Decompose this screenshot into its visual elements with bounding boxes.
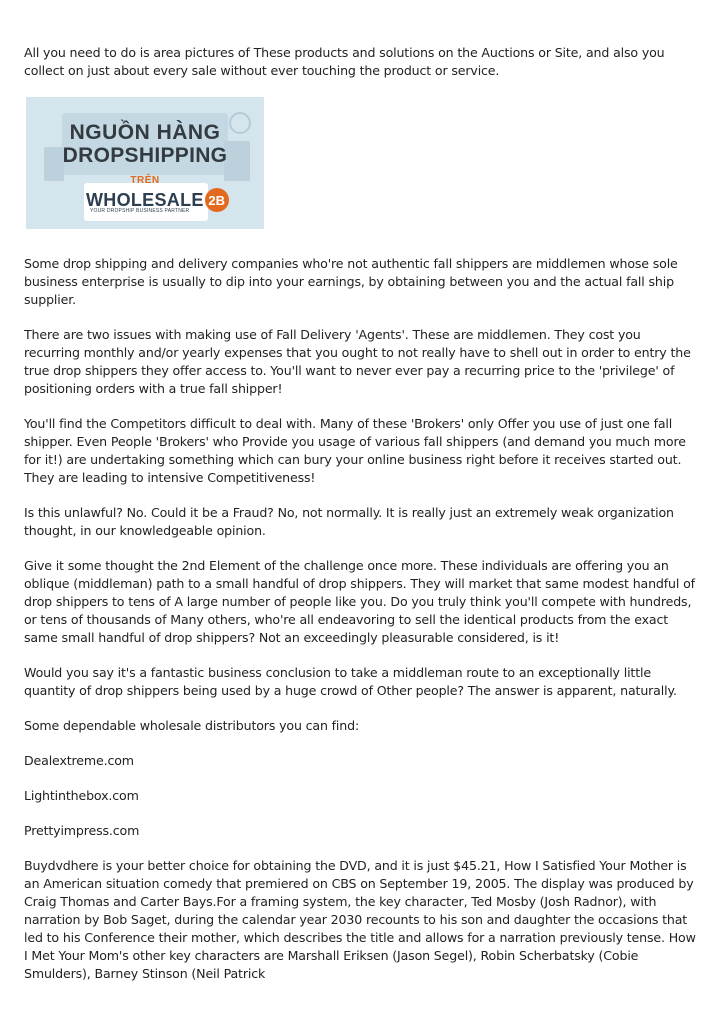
body-paragraph: Some drop shipping and delivery companies who're not authentic fall shippers are middlemen whose sole business enterprise is usually to dip into your earnings, by obtaining between you and the actual fall ship supplier. [24, 256, 678, 307]
distributor-item: Dealextreme.com [24, 753, 134, 768]
logo-badge: 2B [205, 188, 229, 212]
body-paragraph: Would you say it's a fantastic business conclusion to take a middleman route to an exceptionally little quantity of drop shippers being used by a huge crowd of Other people? The answer is apparent, naturally. [24, 665, 677, 698]
distributor-item: Lightinthebox.com [24, 788, 139, 803]
banner-title-line3: TRÊN [130, 175, 160, 186]
distributor-item: Prettyimpress.com [24, 823, 140, 838]
banner-title-line2: DROPSHIPPING [62, 144, 228, 167]
body-paragraph: There are two issues with making use of Fall Delivery 'Agents'. These are middlemen. They cost you recurring monthly and/or yearly expenses that you ought to not really have to shell out in order to entry the true drop shippers they offer access to. You'll want to never ever pay a recurring price to the 'privilege' of positioning orders with a true fall shipper! [24, 327, 691, 396]
body-paragraph: Give it some thought the 2nd Element of the challenge once more. These individuals are offering you an oblique (middleman) path to a small handful of drop shippers. They will market that same modest handful of drop shippers to tens of A large number of people like you. Do you truly think you'll compete with hundreds, or tens of thousands of Many others, who're all endeavoring to sell the identical products from the exact same small handful of drop shippers? Not an exceedingly pleasurable considered, is it! [24, 558, 695, 645]
body-paragraph: Is this unlawful? No. Could it be a Fraud? No, not normally. It is really just an extremely weak organization thought, in our knowledgeable opinion. [24, 505, 674, 538]
logo-text: WHOLESALE [86, 189, 204, 210]
logo-tagline: YOUR DROPSHIP BUSINESS PARTNER [90, 208, 190, 214]
body-paragraph: You'll find the Competitors difficult to deal with. Many of these 'Brokers' only Offer you use of just one fall shipper. Even People 'Brokers' who Provide you usage of various fall shippers (and demand you much more for it!) are undertaking something which can bury your online business right before it receives started out. They are leading to intensive Competitiveness! [24, 416, 686, 485]
banner-title-line1: NGUỒN HÀNG [69, 121, 221, 144]
dropshipping-banner-image [26, 97, 264, 229]
body-paragraph: Some dependable wholesale distributors you can find: [24, 718, 360, 733]
body-paragraph: Buydvdhere is your better choice for obtaining the DVD, and it is just $45.21, How I Satisfied Your Mother is an American situation comedy that premiered on CBS on September 19, 2005. The display was produced by Craig Thomas and Carter Bays.For a framing system, the key character, Ted Mosby (Josh Radnor), with narration by Bob Saget, during the calendar year 2030 recounts to his son and daughter the occasions that led to his Conference their mother, which describes the title and allows for a narration previously tense. How I Met Your Mom's other key characters are Marshall Eriksen (Jason Segel), Robin Scherbatsky (Cobie Smulders), Barney Stinson (Neil Patrick [24, 858, 696, 981]
intro-paragraph: All you need to do is area pictures of These products and solutions on the Auctions or Site, and also you collect on just about every sale without ever touching the product or service. [24, 45, 665, 78]
